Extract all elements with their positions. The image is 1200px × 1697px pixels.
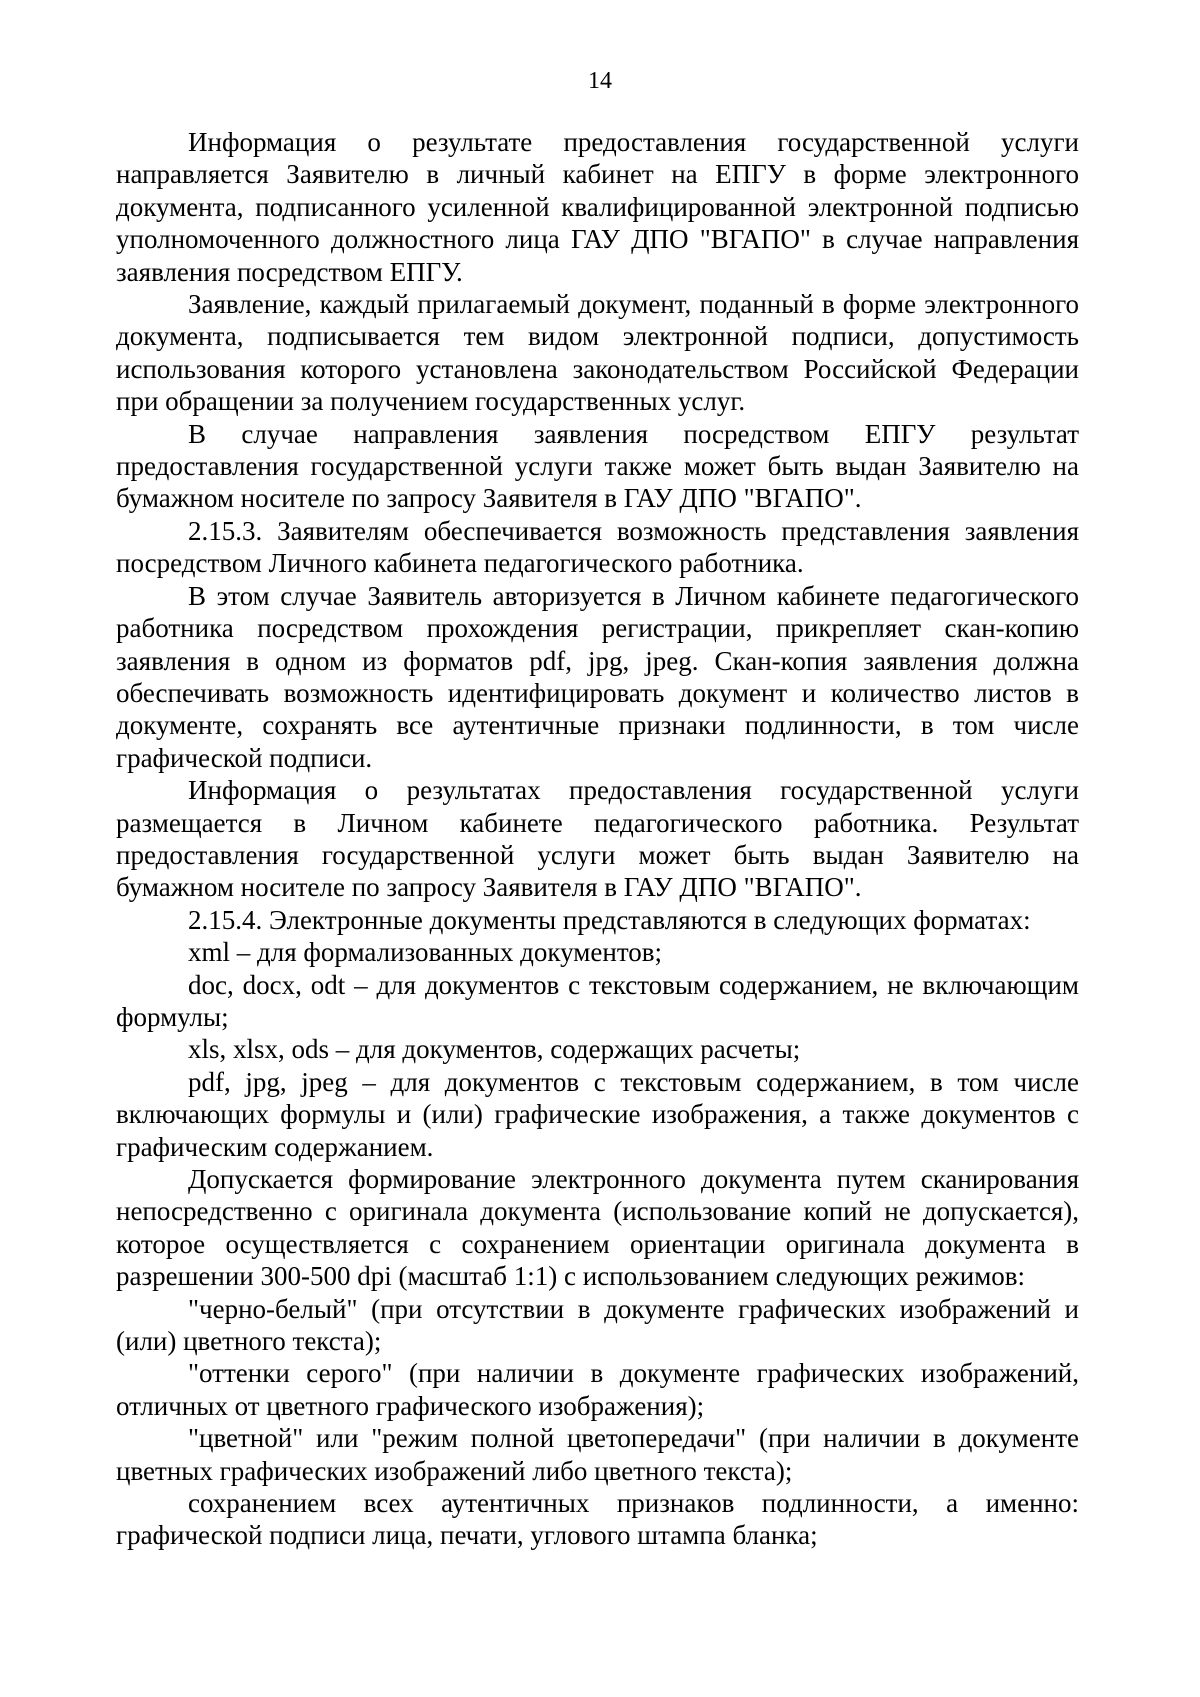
document-body bbox=[116, 126, 1079, 1552]
list-item-color: "цветной" или "режим полной цветопередачи" (при наличии в документе цветных графических изображений либо цветного текста); bbox=[116, 1423, 1079, 1486]
paragraph-application-signature: Заявление, каждый прилагаемый документ, поданный в форме электронного документа, подписывается тем видом электронной подписи, допустимость использования которого установлена законодательством Российской Федерации при обращении за получением государственных услуг. bbox=[116, 289, 1079, 417]
page-number: 14 bbox=[588, 68, 612, 94]
list-item-pdf: pdf, jpg, jpeg – для документов с текстовым содержанием, в том числе включающих формулы и (или) графические изображения, а также документов с графическим содержанием. bbox=[116, 1066, 1079, 1162]
list-item-doc: doc, docx, odt – для документов с текстовым содержанием, не включающим формулы; bbox=[116, 969, 1079, 1032]
list-item-xml: xml – для формализованных документов; bbox=[188, 937, 663, 968]
paragraph-paper-result: В случае направления заявления посредством ЕПГУ результат предоставления государственной услуги также может быть выдан Заявителю на бумажном носителе по запросу Заявителя в ГАУ ДПО "ВГАПО". bbox=[116, 418, 1079, 514]
paragraph-scanning: Допускается формирование электронного документа путем сканирования непосредственно с оригинала документа (использование копий не допускается), которое осуществляется с сохранением ориентации оригинала документа в разрешении 300-500 dpi (масштаб 1:1) с использованием следующих режимов: bbox=[116, 1164, 1079, 1292]
list-item-xls: xls, xlsx, ods – для документов, содержащих расчеты; bbox=[188, 1034, 801, 1065]
paragraph-personal-cabinet: В этом случае Заявитель авторизуется в Личном кабинете педагогического работника посредством прохождения регистрации, прикрепляет скан-копию заявления в одном из форматов pdf, jpg, jpeg. Скан-копия заявления должна обеспечивать возможность идентифицировать документ и количество листов в документе, сохранять все аутентичные признаки подлинности, в том числе графической подписи. bbox=[116, 580, 1079, 773]
list-item-black-white: "черно-белый" (при отсутствии в документе графических изображений и (или) цветного текста); bbox=[116, 1293, 1079, 1357]
list-item-grayscale: "оттенки серого" (при наличии в документе графических изображений, отличных от цветного графического изображения); bbox=[116, 1358, 1079, 1421]
list-item-authenticity: сохранением всех аутентичных признаков подлинности, а именно: графической подписи лица, печати, углового штампа бланка; bbox=[116, 1488, 1079, 1551]
paragraph-2-15-4: 2.15.4. Электронные документы представляются в следующих форматах: bbox=[188, 904, 1031, 935]
paragraph-result-info-cabinet: Информация о результатах предоставления государственной услуги размещается в Личном кабинете педагогического работника. Результат предоставления государственной услуги может быть выдан Заявителю на бумажном носителе по запросу Заявителя в ГАУ ДПО "ВГАПО". bbox=[116, 775, 1079, 903]
paragraph-2-15-3: 2.15.3. Заявителям обеспечивается возможность представления заявления посредством Личного кабинета педагогического работника. bbox=[116, 515, 1079, 579]
paragraph-result-info-epgu: Информация о результате предоставления государственной услуги направляется Заявителю в личный кабинет на ЕПГУ в форме электронного документа, подписанного усиленной квалифицированной электронной подписью уполномоченного должностного лица ГАУ ДПО "ВГАПО" в случае направления заявления посредством ЕПГУ. bbox=[116, 127, 1079, 287]
